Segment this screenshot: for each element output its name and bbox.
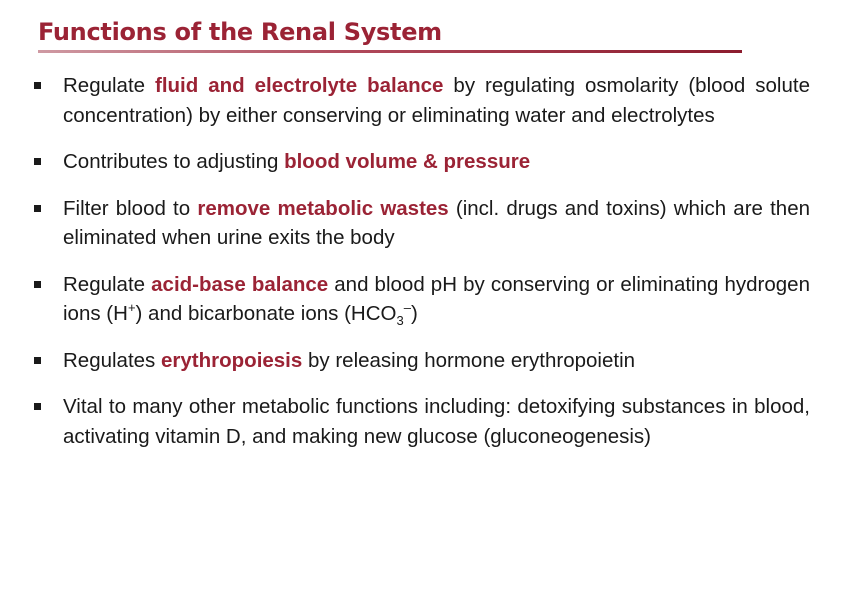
square-bullet-icon	[34, 158, 41, 165]
bullet-text: by releasing hormone erythropoietin	[302, 348, 636, 372]
bullet-item-metabolic-wastes	[34, 194, 810, 253]
bullet-text: Filter blood to	[63, 196, 198, 220]
bullet-text: ) and bicarbonate ions (HCO	[135, 302, 397, 325]
bullet-text: Contributes to adjusting	[63, 150, 285, 173]
subscript-three: 3	[396, 313, 404, 329]
superscript-plus: +	[127, 300, 136, 316]
bullet-text: Regulate	[63, 74, 156, 97]
bullet-text: and blood pH by conserving or eliminating hydrogen ions (H	[63, 272, 810, 325]
square-bullet-icon	[34, 357, 41, 364]
bullet-text: (incl. drugs and toxins) which are then eliminated when urine exits the body	[63, 196, 811, 249]
bullet-list	[34, 71, 810, 468]
slide-title: Functions of the Renal System	[38, 18, 442, 46]
highlight-term: blood volume & pressure	[284, 150, 531, 173]
highlight-term: erythropoiesis	[161, 348, 303, 372]
bullet-item-erythropoiesis	[34, 346, 810, 376]
highlight-term: remove metabolic wastes	[197, 196, 449, 220]
highlight-term: acid-base balance	[151, 272, 329, 296]
bullet-item-other-functions	[34, 392, 810, 451]
bullet-text: Regulate	[63, 272, 152, 296]
square-bullet-icon	[34, 82, 41, 89]
title-underline	[38, 50, 742, 53]
square-bullet-icon	[34, 281, 41, 288]
bullet-text: )	[410, 302, 418, 325]
bullet-item-acid-base	[34, 270, 810, 329]
superscript-minus: –	[403, 300, 411, 316]
bullet-item-blood-volume	[34, 147, 810, 177]
highlight-term: fluid and electrolyte balance	[155, 74, 444, 97]
square-bullet-icon	[34, 403, 41, 410]
bullet-text: Regulates	[63, 348, 162, 372]
bullet-item-fluid-electrolyte	[34, 71, 810, 130]
bullet-text: by regulating osmolarity (blood solute concentration) by either conserving or eliminating water and electrolytes	[63, 74, 810, 127]
bullet-text: Vital to many other metabolic functions including: detoxifying substances in blood, activating vitamin D, and making new glucose (gluconeogenesis)	[63, 395, 810, 448]
square-bullet-icon	[34, 205, 41, 212]
